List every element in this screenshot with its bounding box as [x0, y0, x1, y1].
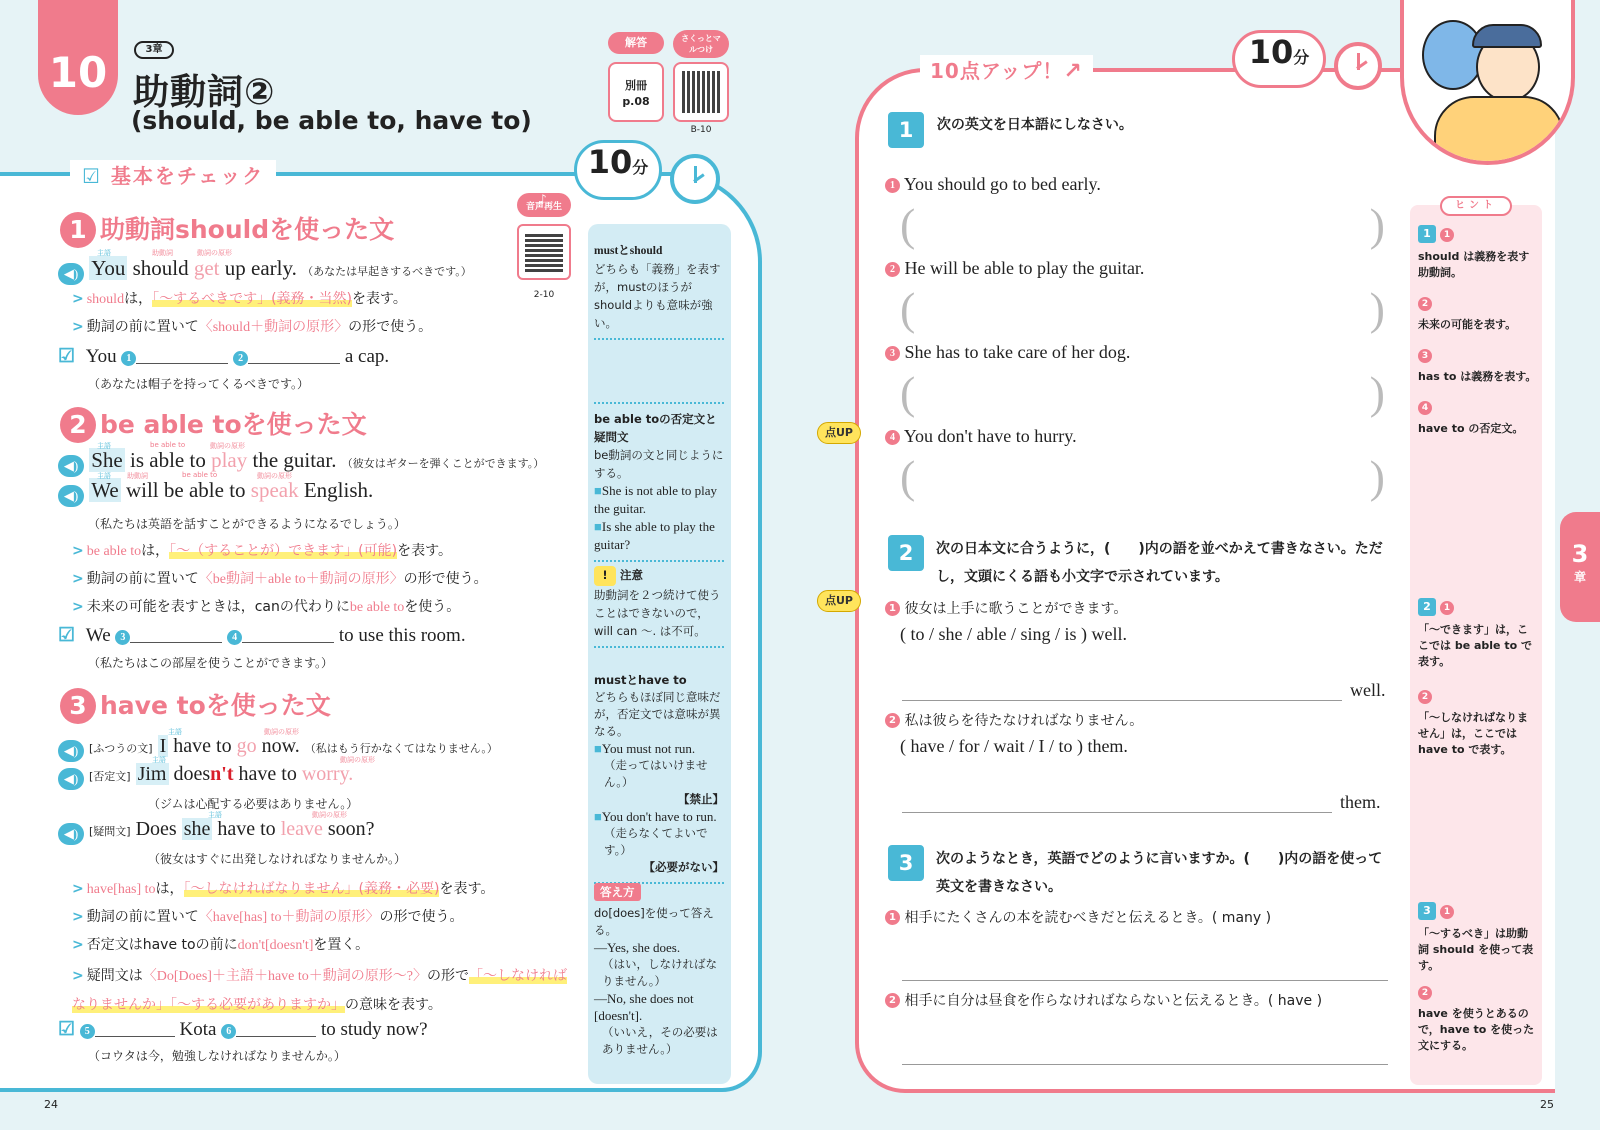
s1-ex-subject: You: [91, 256, 126, 280]
s3-tag2-subject: 主語: [152, 756, 166, 764]
q1-answer-1[interactable]: ( ): [900, 199, 1385, 250]
s3-note-3: > 否定文はhave toの前にdon't[doesn't]を置く。: [72, 937, 370, 953]
check-icon: ☑: [58, 346, 76, 367]
audio-badge-label: ♪ 音声再生: [517, 193, 571, 217]
check-icon: ☑: [58, 625, 76, 646]
hint-2-2: 「〜しなければなりません」は，ここでは have to で表す。: [1418, 711, 1528, 756]
section-2-number: 2: [60, 407, 96, 443]
s2-tag-able: be able to: [150, 441, 186, 449]
s2-ex2-verb: speak: [250, 478, 299, 502]
check-icon: ☑: [82, 164, 102, 188]
s3-tag1-base: 動詞の原形: [264, 728, 299, 736]
s2-note-3: > 未来の可能を表すときは，canの代わりにbe able toを使う。: [72, 599, 461, 615]
s3-quiz-jp: （コウタは今，勉強しなければなりませんか。）: [88, 1049, 346, 1063]
s1-note-1: > shouldは，「〜するべきです」(義務・当然)を表す。: [72, 291, 407, 307]
note-4-ex1-tag: 【禁止】: [678, 792, 724, 806]
q3-header: [888, 845, 1388, 901]
speaker-icon[interactable]: ◀): [58, 485, 84, 507]
answer-badge-label: 解答: [608, 32, 664, 54]
q2-item-1-end: well.: [1350, 680, 1386, 700]
hint-1-chip: 1: [1418, 225, 1436, 243]
speaker-icon[interactable]: ◀): [58, 823, 84, 845]
blank-6-marker: 6: [221, 1024, 236, 1039]
s1-tag-subject: 主語: [97, 249, 111, 257]
blank-1-marker: 1: [121, 351, 136, 366]
note-how-to-answer: [594, 884, 724, 1058]
s2-ex1-rest: the guitar.: [252, 448, 337, 472]
blank-5[interactable]: [95, 1019, 175, 1037]
blank-2-marker: 2: [233, 351, 248, 366]
s1-ex-jp: （あなたは早起きするべきです。）: [302, 265, 472, 278]
s3-ex2-jp: （ジムは心配する必要はありません。）: [148, 797, 359, 811]
s3-ex3-does: Does: [135, 818, 177, 840]
q3-instruction: 次のようなとき，英語でどのように言いますか。( )内の語を使って英文を書きなさい。: [936, 851, 1383, 895]
q3-answer-1[interactable]: [902, 980, 1388, 981]
hint-title: ヒント: [1440, 196, 1512, 216]
section-1-number: 1: [60, 212, 96, 248]
s2-ex2-jp: （私たちは英語を話すことができるようになるでしょう。）: [88, 517, 406, 531]
hint-2: 2 1 「〜できます」は，ここでは be able to で表す。 2 「〜しなければなりません」は，ここでは have to で表す。: [1418, 598, 1538, 758]
s2-ex2-rest: English.: [303, 478, 374, 502]
s3-ex2-does: doesn't: [173, 763, 234, 785]
s1-example: [58, 256, 472, 285]
q1-item-4: 4 You don't have to hurry.: [885, 426, 1077, 447]
note-2-title: be able toの否定文と疑問文: [594, 412, 717, 444]
note-2-text: be動詞の文と同じようにする。: [594, 448, 724, 480]
section-2-title: 2 be able toを使った文: [60, 405, 367, 443]
q1-item-1: 1 You should go to bed early.: [885, 174, 1101, 195]
s1-quiz-post: a cap.: [344, 346, 390, 367]
page-subtitle: (should, be able to, have to): [131, 106, 532, 135]
s3-tag3-subject: 主語: [208, 811, 222, 819]
q1-answer-4[interactable]: ( ): [900, 451, 1385, 502]
section-3-title: 3 have toを使った文: [60, 686, 331, 724]
hint-3-2: have を使うとあるので，have to を使った文にする。: [1418, 1007, 1535, 1052]
s3-ex1-label: [ふつうの文]: [89, 742, 153, 755]
speaker-icon[interactable]: ◀): [58, 768, 84, 790]
s3-tag3-base: 動詞の原形: [312, 811, 347, 819]
q3-number: 3: [888, 845, 924, 881]
q2-item-2-end: them.: [1340, 792, 1381, 812]
blank-4[interactable]: [242, 625, 334, 643]
s1-tag-base: 動詞の原形: [197, 249, 232, 257]
s3-ex2-have-to: have to: [238, 763, 297, 785]
note-4-ex1: ■You must not run.: [594, 741, 696, 756]
q2-item-2-words: ( have / for / wait / I / to ) them.: [900, 736, 1128, 756]
blank-3[interactable]: [130, 625, 222, 643]
s3-example-2: [58, 763, 353, 790]
clock-icon: [670, 154, 720, 204]
q3-item-2: 2 相手に自分は昼食を作らなければならないと伝えるとき。( have ): [885, 990, 1322, 1010]
s3-note-2: > 動詞の前に置いて〈have[has] to＋動詞の原形〉の形で使う。: [72, 909, 464, 925]
q1-instruction: 次の英文を日本語にしなさい。: [936, 117, 1133, 133]
timer-value: 10: [1248, 33, 1294, 71]
s3-tag2-base: 動詞の原形: [340, 756, 375, 764]
q1-header: [888, 112, 1133, 148]
page-number-right: 25: [1540, 1098, 1554, 1111]
up-mark: 点UP: [817, 590, 861, 612]
page-title: 助動詞②: [133, 72, 276, 113]
maru-badge-label: さくっとマルつけ: [673, 30, 729, 58]
s2-ex1-subject: She: [91, 448, 123, 472]
maru-qr-code[interactable]: [673, 62, 729, 122]
hint-1-2: 未来の可能を表す。: [1418, 318, 1517, 331]
character-illustration: [1400, 0, 1575, 165]
s3-ex3-label: [疑問文]: [89, 825, 131, 838]
s2-tag2-subject: 主語: [97, 472, 111, 480]
s3-tag1-subject: 主語: [168, 728, 182, 736]
note-must-should: [594, 242, 724, 340]
s2-tag-base: 動詞の原形: [210, 442, 245, 450]
q1-number: 1: [888, 112, 924, 148]
s2-ex2-able: be able to: [163, 478, 246, 502]
hint-1: 1 1 should は義務を表す助動詞。 2 未来の可能を表す。 3 has to は義務を表す。 4 have to の否定文。: [1418, 227, 1537, 435]
s3-ex1-subject: I: [159, 735, 167, 757]
note-caution: [594, 566, 724, 648]
s3-ex2-verb: worry.: [301, 763, 354, 785]
hint-1-1: should は義務を表す助動詞。: [1418, 250, 1530, 279]
q3-item-1: 1 相手にたくさんの本を読むべきだと伝えるとき。( many ): [885, 907, 1271, 927]
hint-3: 3 1 「〜するべき」は助動詞 should を使って表す。 2 have を使うとあるので，have to を使った文にする。: [1418, 902, 1538, 1054]
clock-icon-right: [1334, 42, 1382, 90]
note-1-title: mustとshould: [594, 245, 663, 257]
s3-ex1-jp: （私はもう行かなくてはなりません。）: [304, 742, 498, 755]
check-icon: ☑: [58, 1019, 76, 1040]
q2-answer-1[interactable]: [902, 700, 1342, 701]
s3-quiz-mid: Kota: [179, 1019, 217, 1040]
s3-ex3-subject: she: [183, 818, 211, 840]
answer-page: p.08: [622, 95, 650, 108]
s3-ex3-rest: soon?: [327, 818, 375, 840]
s3-ex2-label: [否定文]: [89, 770, 131, 783]
speaker-icon[interactable]: ◀): [58, 740, 84, 762]
timer-bubble-right: [1232, 30, 1326, 88]
s3-ex2-subject: Jim: [137, 763, 167, 785]
music-note-icon: ♪: [539, 192, 547, 206]
chapter-tab-number: 3: [1571, 540, 1589, 568]
q2-number: 2: [888, 535, 924, 571]
s3-example-3: [58, 818, 375, 845]
q1-item-3: 3 She has to take care of her dog.: [885, 342, 1130, 363]
s3-ex1-verb: go: [236, 735, 257, 757]
blank-5-marker: 5: [80, 1024, 95, 1039]
s1-tag-should: 助動詞: [152, 249, 173, 257]
q2-item-1-words: ( to / she / able / sing / is ) well.: [900, 624, 1127, 644]
s2-quiz-pre: We: [85, 625, 111, 646]
note-1-text: どちらも「義務」を表すが，mustのほうがshouldよりも意味が強い。: [594, 262, 721, 330]
timer-bubble-left: [574, 140, 662, 200]
s3-ex3-jp: （彼女はすぐに出発しなければなりませんか。）: [148, 852, 407, 866]
answer-badge-box[interactable]: [608, 62, 664, 122]
q1-answer-3[interactable]: ( ): [900, 367, 1385, 418]
s3-quiz: [58, 1018, 428, 1041]
s2-ex1-jp: （彼女はギターを弾くことができます。）: [341, 457, 545, 470]
arrow-up-icon: ↗: [1063, 59, 1083, 84]
speaker-icon[interactable]: ◀): [58, 263, 84, 285]
q2-item-1-jp: 1 彼女は上手に歌うことができます。: [885, 598, 1127, 618]
s2-tag2-will: 助動詞: [127, 472, 148, 480]
lesson-number-tab: 10: [38, 0, 118, 115]
timer-value: 10: [587, 143, 633, 181]
blank-3-marker: 3: [115, 630, 130, 645]
note-5-a2: —No, she does not [doesn't].: [594, 991, 694, 1023]
note-5-title: 答え方: [594, 884, 724, 901]
note-5-text: do[does]を使って答える。: [594, 906, 714, 937]
note-2-ex2: ■Is she able to play the guitar?: [594, 519, 715, 552]
note-4-ex2: ■You don't have to run.: [594, 809, 717, 824]
hint-1-4: have to の否定文。: [1418, 422, 1524, 435]
q1-answer-2[interactable]: ( ): [900, 283, 1385, 334]
timer-unit: 分: [1293, 48, 1310, 67]
s1-ex-should: should: [132, 256, 189, 280]
note-5-a1-jp: （はい，しなければなりません。）: [602, 957, 717, 988]
speaker-icon[interactable]: ◀): [58, 455, 84, 477]
hint-3-chip: 3: [1418, 902, 1436, 920]
s1-ex-verb: get: [193, 256, 220, 280]
maru-code: B-10: [690, 125, 712, 135]
s3-note-4: > 疑問文は〈Do[Does]＋主語＋have to＋動詞の原形〜?〉の形で「〜しなければなりませんか」「〜する必要がありますか」の意味を表す。: [72, 968, 567, 1013]
s2-tag-subject: 主語: [97, 442, 111, 450]
blank-1[interactable]: [136, 346, 228, 364]
s2-note-2: > 動詞の前に置いて〈be動詞＋able to＋動詞の原形〉の形で使う。: [72, 571, 488, 587]
note-4-ex2-jp: （走らなくてよいです。）: [604, 826, 708, 857]
warning-icon: !: [594, 566, 616, 586]
s3-example-1: [58, 735, 498, 762]
robot-character: [1422, 20, 1484, 90]
s1-quiz-pre: You: [85, 346, 117, 367]
q3-answer-2[interactable]: [902, 1064, 1388, 1065]
s3-quiz-post: to study now?: [320, 1019, 428, 1040]
s2-note-1: > be able toは，「〜（することが）できます」(可能)を表す。: [72, 543, 452, 559]
q2-header: [888, 535, 1388, 591]
note-4-ex1-jp: （走ってはいけません。）: [604, 758, 708, 789]
chapter-tab-label: 章: [1573, 570, 1586, 584]
note-4-title: mustとhave to: [594, 673, 687, 687]
s3-ex1-rest: now.: [261, 735, 300, 757]
hint-1-3: has to は義務を表す。: [1418, 370, 1537, 383]
blank-4-marker: 4: [227, 630, 242, 645]
s3-ex1-have-to: have to: [173, 735, 232, 757]
q2-answer-2[interactable]: [902, 812, 1332, 813]
note-must-have-to: [594, 672, 724, 884]
s2-ex1-verb: play: [211, 448, 248, 472]
note-be-able-to: [594, 402, 724, 562]
s2-quiz-jp: （私たちはこの部屋を使うことができます。）: [88, 656, 334, 670]
page-number-left: 24: [44, 1098, 58, 1111]
audio-code: 2-10: [533, 290, 555, 300]
hint-2-1: 「〜できます」は，ここでは be able to で表す。: [1418, 623, 1532, 668]
q2-instruction: 次の日本文に合うように，( )内の語を並べかえて書きなさい。ただし，文頭にくる語も小文字で示されています。: [936, 541, 1383, 585]
s2-tag2-able: be able to: [182, 471, 218, 479]
note-3-title: ! 注意: [594, 566, 724, 586]
q2-item-2-jp: 2 私は彼らを待たなければなりません。: [885, 710, 1143, 730]
blank-2[interactable]: [248, 346, 340, 364]
up-mark: 点UP: [817, 422, 861, 444]
note-5-a2-jp: （いいえ，その必要はありません。）: [602, 1025, 718, 1056]
s2-quiz: [58, 624, 466, 647]
s2-ex1-able: is able to: [130, 448, 206, 472]
s1-quiz-jp: （あなたは帽子を持ってくるべきです。）: [88, 377, 310, 391]
s3-ex3-verb: leave: [280, 818, 323, 840]
timer-unit: 分: [632, 158, 649, 177]
s2-ex2-will: will: [125, 478, 159, 502]
s1-note-2: > 動詞の前に置いて〈should＋動詞の原形〉の形で使う。: [72, 319, 433, 335]
hint-3-1: 「〜するべき」は助動詞 should を使って表す。: [1418, 927, 1534, 972]
blank-6[interactable]: [236, 1019, 316, 1037]
s3-ex3-have-to: have to: [217, 818, 276, 840]
s2-quiz-post: to use this room.: [338, 625, 466, 646]
answer-book: 別冊: [625, 79, 647, 92]
note-2-ex1: ■She is not able to play the guitar.: [594, 483, 718, 516]
chapter-badge: 3章: [134, 41, 174, 59]
note-4-text: どちらもほぼ同じ意味だが，否定文では意味が異なる。: [594, 690, 721, 738]
note-4-ex2-tag: 【必要がない】: [643, 860, 724, 874]
s2-example-2: [58, 478, 373, 507]
s2-ex2-subject: We: [91, 478, 119, 502]
section-3-number: 3: [60, 688, 96, 724]
s2-tag2-base: 動詞の原形: [257, 472, 292, 480]
q1-item-2: 2 He will be able to play the guitar.: [885, 258, 1144, 279]
hint-2-chip: 2: [1418, 598, 1436, 616]
note-5-a1: —Yes, she does.: [594, 940, 681, 955]
note-3-text: 助動詞を２つ続けて使うことはできないので，will can 〜. は不可。: [594, 588, 721, 638]
audio-qr-code[interactable]: [517, 224, 571, 280]
s3-note-1: > have[has] toは，「〜しなければなりません」(義務・必要)を表す。: [72, 881, 495, 897]
section-1-title: 1 助動詞shouldを使った文: [60, 210, 394, 248]
s1-ex-rest: up early.: [224, 256, 297, 280]
up-header: 10点アップ！↗: [920, 55, 1093, 84]
chapter-side-tab[interactable]: [1560, 512, 1600, 622]
check-header: ☑ 基本をチェック: [70, 160, 276, 189]
s1-quiz: [58, 345, 389, 368]
